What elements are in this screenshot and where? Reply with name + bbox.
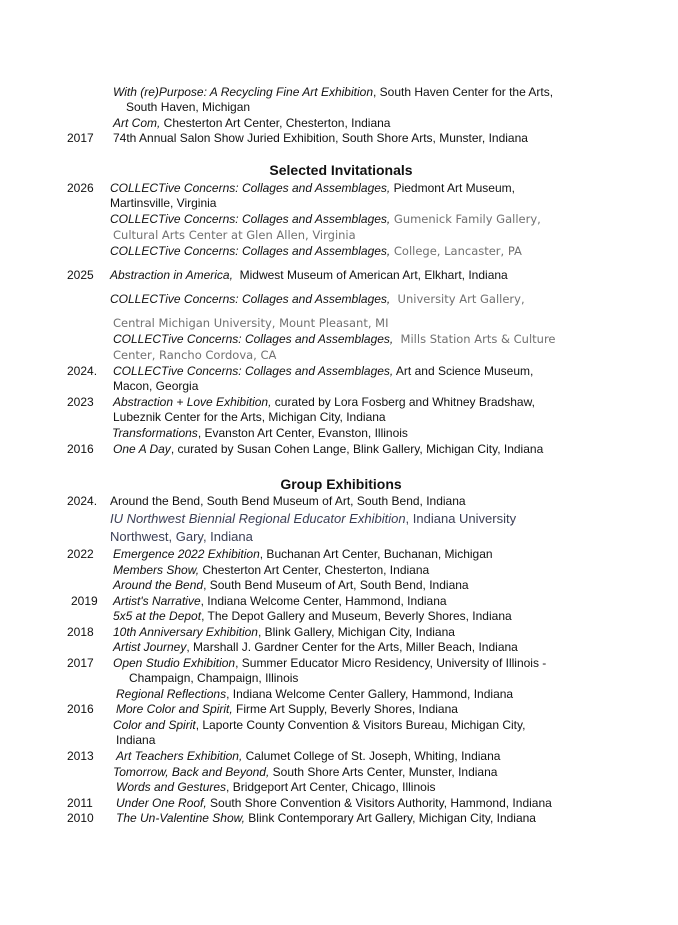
entry-line xyxy=(110,494,466,508)
entry-line xyxy=(110,268,508,282)
exhibition-title: One A Day xyxy=(113,442,171,456)
exhibition-title: Abstraction + Love Exhibition, xyxy=(113,395,272,409)
exhibition-venue: Mills Station Arts & Culture xyxy=(393,332,556,346)
entry-year: 2022 xyxy=(67,547,94,561)
entry-line xyxy=(116,780,435,794)
exhibition-venue: , South Haven Center for the Arts, xyxy=(373,85,554,99)
entry-year: 2018 xyxy=(67,625,94,639)
exhibition-venue: , Indiana Welcome Center, Hammond, Indiana xyxy=(200,594,447,608)
exhibition-title: Words and Gestures xyxy=(116,780,227,794)
entry-line xyxy=(116,702,458,716)
entry-line xyxy=(110,181,515,195)
exhibition-title: Open Studio Exhibition xyxy=(113,656,236,670)
entry-continuation: South Haven, Michigan xyxy=(126,100,251,114)
exhibition-title: Regional Reflections xyxy=(116,687,227,701)
entry-line xyxy=(113,563,429,577)
exhibition-title: Transformations xyxy=(112,426,198,440)
entry-line xyxy=(113,594,447,608)
exhibition-venue: , Summer Educator Micro Residency, University of Illinois - xyxy=(235,656,547,670)
entry-year: 2010 xyxy=(67,811,94,825)
entry-year: 2013 xyxy=(67,749,94,763)
exhibition-title: COLLECTive Concerns: Collages and Assemblages, xyxy=(110,181,391,195)
exhibition-venue: 74th Annual Salon Show Juried Exhibition, South Shore Arts, Munster, Indiana xyxy=(113,131,528,145)
entry-line xyxy=(113,332,556,346)
entry-line xyxy=(113,640,518,654)
entry-line xyxy=(116,796,552,810)
entry-continuation: Martinsville, Virginia xyxy=(110,196,217,210)
exhibition-venue: , Evanston Art Center, Evanston, Illinois xyxy=(197,426,408,440)
entry-year: 2011 xyxy=(67,796,93,810)
entry-line xyxy=(113,718,525,732)
entry-line xyxy=(113,765,497,779)
exhibition-venue: Calumet College of St. Joseph, Whiting, Indiana xyxy=(242,749,501,763)
exhibition-venue: , Marshall J. Gardner Center for the Arts, Miller Beach, Indiana xyxy=(186,640,518,654)
entry-continuation: Champaign, Champaign, Illinois xyxy=(129,671,299,685)
exhibition-title: Artist Journey xyxy=(113,640,187,654)
entry-continuation: Macon, Georgia xyxy=(113,379,199,393)
section-heading xyxy=(0,476,678,492)
entry-line xyxy=(113,625,455,639)
exhibition-title: Tomorrow, Back and Beyond, xyxy=(113,765,270,779)
section-heading-text: Selected Invitationals xyxy=(269,162,413,178)
exhibition-venue: South Shore Arts Center, Munster, Indiana xyxy=(269,765,498,779)
entry-year: 2017 xyxy=(67,656,94,670)
exhibition-title: Emergence 2022 Exhibition xyxy=(113,547,260,561)
exhibition-venue: , The Depot Gallery and Museum, Beverly Shores, Indiana xyxy=(201,609,512,623)
exhibition-title: COLLECTive Concerns: Collages and Assemblages, xyxy=(110,244,391,258)
entry-line xyxy=(113,116,390,130)
entry-line xyxy=(113,395,535,409)
exhibition-venue: Firme Art Supply, Beverly Shores, Indiana xyxy=(232,702,458,716)
entry-continuation: Lubeznik Center for the Arts, Michigan City, Indiana xyxy=(113,410,386,424)
entry-continuation: Cultural Arts Center at Glen Allen, Virginia xyxy=(113,228,356,242)
exhibition-venue: , Buchanan Art Center, Buchanan, Michigan xyxy=(259,547,493,561)
entry-line xyxy=(112,426,408,440)
entry-continuation: Central Michigan University, Mount Pleasant, MI xyxy=(113,316,389,330)
exhibition-title: 5x5 at the Depot xyxy=(113,609,202,623)
exhibition-venue: Midwest Museum of American Art, Elkhart, Indiana xyxy=(232,268,508,282)
entry-year: 2017 xyxy=(67,131,94,145)
entry-year: 2023 xyxy=(67,395,94,409)
entry-line xyxy=(113,442,543,456)
exhibition-venue: Chesterton Art Center, Chesterton, Indiana xyxy=(160,116,391,130)
exhibition-title: Around the Bend xyxy=(113,578,204,592)
exhibition-title: COLLECTive Concerns: Collages and Assemblages, xyxy=(113,332,394,346)
exhibition-title: The Un-Valentine Show, xyxy=(116,811,245,825)
entry-line xyxy=(113,609,512,623)
exhibition-title: More Color and Spirit, xyxy=(116,702,233,716)
exhibition-title: Color and Spirit xyxy=(113,718,196,732)
entry-line xyxy=(113,131,528,145)
exhibition-title: Art Teachers Exhibition, xyxy=(116,749,243,763)
exhibition-venue: , Indiana University xyxy=(405,511,517,526)
exhibition-title: COLLECTive Concerns: Collages and Assemblages, xyxy=(110,292,391,306)
section-heading xyxy=(0,162,678,178)
exhibition-venue: College, Lancaster, PA xyxy=(390,244,522,258)
entry-line xyxy=(116,811,536,825)
entry-year: 2025 xyxy=(67,268,94,282)
exhibition-venue: , Laporte County Convention & Visitors Bureau, Michigan City, xyxy=(195,718,526,732)
entry-continuation: Indiana xyxy=(116,733,156,747)
exhibition-venue: Art and Science Museum, xyxy=(393,364,534,378)
exhibition-title: COLLECTive Concerns: Collages and Assemblages, xyxy=(113,364,394,378)
entry-year: 2016 xyxy=(67,442,94,456)
entry-year: 2024. xyxy=(67,364,98,378)
entry-line xyxy=(113,578,469,592)
exhibition-title: COLLECTive Concerns: Collages and Assemblages, xyxy=(110,212,391,226)
entry-line xyxy=(116,687,513,701)
entry-line xyxy=(110,292,525,306)
entry-line xyxy=(110,212,541,226)
entry-year: 2016 xyxy=(67,702,94,716)
entry-line xyxy=(113,85,553,99)
section-heading-text: Group Exhibitions xyxy=(280,476,402,492)
exhibition-venue: curated by Lora Fosberg and Whitney Bradshaw, xyxy=(271,395,535,409)
exhibition-venue: , South Bend Museum of Art, South Bend, Indiana xyxy=(203,578,469,592)
entry-line xyxy=(113,656,546,670)
exhibition-venue: Blink Contemporary Art Gallery, Michigan City, Indiana xyxy=(244,811,536,825)
exhibition-venue: Piedmont Art Museum, xyxy=(390,181,515,195)
exhibition-title: Art Com, xyxy=(113,116,161,130)
entry-line xyxy=(110,511,516,527)
entry-line xyxy=(110,244,522,258)
entry-year: 2026 xyxy=(67,181,94,195)
entry-year: 2024. xyxy=(67,494,98,508)
entry-line xyxy=(116,749,500,763)
exhibition-title: Under One Roof, xyxy=(116,796,207,810)
exhibition-title: With (re)Purpose: A Recycling Fine Art Exhibition xyxy=(113,85,373,99)
exhibition-venue: , curated by Susan Cohen Lange, Blink Gallery, Michigan City, Indiana xyxy=(170,442,544,456)
exhibition-venue: , Blink Gallery, Michigan City, Indiana xyxy=(257,625,455,639)
entry-year: 2019 xyxy=(71,594,98,608)
exhibition-venue: Gumenick Family Gallery, xyxy=(390,212,541,226)
exhibition-venue: Around the Bend, South Bend Museum of Art, South Bend, Indiana xyxy=(110,494,466,508)
exhibition-venue: South Shore Convention & Visitors Authority, Hammond, Indiana xyxy=(206,796,552,810)
exhibition-title: Abstraction in America, xyxy=(110,268,233,282)
exhibition-title: 10th Anniversary Exhibition xyxy=(113,625,258,639)
exhibition-venue: , Indiana Welcome Center Gallery, Hammond, Indiana xyxy=(226,687,514,701)
entry-line xyxy=(113,364,533,378)
exhibition-title: IU Northwest Biennial Regional Educator Exhibition xyxy=(110,511,406,526)
exhibition-title: Members Show, xyxy=(113,563,200,577)
entry-line xyxy=(113,547,493,561)
entry-continuation: Center, Rancho Cordova, CA xyxy=(113,348,277,362)
exhibition-venue: Chesterton Art Center, Chesterton, Indiana xyxy=(199,563,430,577)
exhibition-venue: , Bridgeport Art Center, Chicago, Illinois xyxy=(226,780,436,794)
exhibition-title: Artist's Narrative xyxy=(113,594,201,608)
exhibition-venue: University Art Gallery, xyxy=(390,292,525,306)
entry-continuation: Northwest, Gary, Indiana xyxy=(110,529,253,544)
